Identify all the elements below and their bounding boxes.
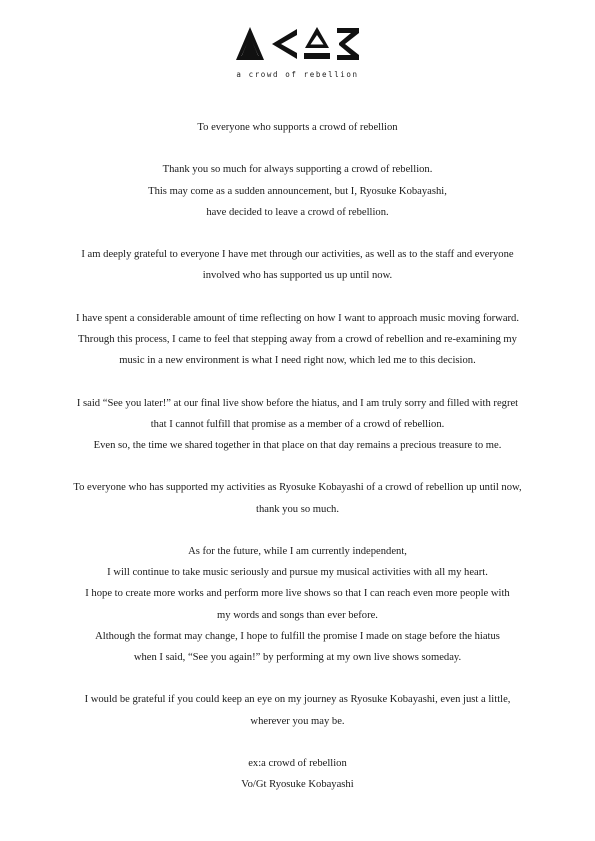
paragraph-line: involved who has supported us up until now. (202, 270, 393, 282)
paragraph-line: To everyone who has supported my activities as Ryosuke Kobayashi of a crowd of rebellion up until now, (73, 482, 522, 494)
paragraph-line: I have spent a considerable amount of time reflecting on how I want to approach music moving forward. (75, 312, 520, 324)
paragraph-line: As for the future, while I am currently independent, (188, 545, 407, 557)
paragraph-line: wherever you may be. (250, 715, 345, 727)
paragraph-line: my words and songs than ever before. (217, 609, 378, 621)
logo-glyph-bar (304, 53, 330, 59)
letter-title-line: To everyone who supports a crowd of rebellion (197, 122, 398, 133)
paragraph-line: thank you so much. (256, 503, 339, 515)
paragraph-7 (0, 689, 595, 731)
paragraph-line: I would be grateful if you could keep an eye on my journey as Ryosuke Kobayashi, even just a little, (84, 694, 511, 706)
paragraph-1 (0, 159, 595, 223)
paragraph-line: Although the format may change, I hope to fulfill the promise I made on stage before the hiatus (95, 630, 500, 642)
paragraph-line: I will continue to take music seriously and pursue my musical activities with all my heart. (107, 567, 488, 579)
paragraph-line: This may come as a sudden announcement, but I, Ryosuke Kobayashi, (148, 185, 447, 197)
logo-glyph-chevron (272, 29, 297, 59)
paragraph-2 (0, 244, 595, 286)
logo-tagline: a crowd of rebellion (236, 70, 359, 79)
announcement-letter (0, 117, 595, 795)
paragraph-line: that I cannot fulfill that promise as a member of a crowd of rebellion. (150, 418, 445, 430)
signature-name: Vo/Gt Ryosuke Kobayashi (241, 779, 354, 791)
paragraph-line: have decided to leave a crowd of rebellion. (206, 206, 389, 218)
paragraph-4 (0, 393, 595, 457)
logo-glyph-zed (337, 28, 359, 60)
paragraph-line: I said “See you later!” at our final live show before the hiatus, and I am truly sorry and filled with regret (76, 397, 519, 409)
logo-glyph-triangle-bar (305, 27, 329, 48)
paragraph-5 (0, 477, 595, 519)
paragraph-line: music in a new environment is what I need right now, which led me to this decision. (119, 355, 476, 367)
paragraph-line: when I said, “See you again!” by performing at my own live shows someday. (133, 651, 462, 663)
paragraph-line: I hope to create more works and perform more live shows so that I can reach even more people with (85, 588, 510, 600)
signature-group: ex:a crowd of rebellion (248, 757, 347, 769)
signature-block (0, 753, 595, 795)
band-logo-mark (236, 26, 360, 62)
paragraph-6 (0, 541, 595, 668)
paragraph-3 (0, 308, 595, 372)
band-logo (0, 26, 595, 79)
paragraph-line: Even so, the time we shared together in that place on that day remains a precious treasure to me. (93, 439, 502, 451)
paragraph-line: I am deeply grateful to everyone I have met through our activities, as well as to the staff and everyone (81, 249, 514, 261)
paragraph-line: Through this process, I came to feel that stepping away from a crowd of rebellion and re-examining my (78, 333, 517, 345)
letter-title (0, 117, 595, 138)
paragraph-line: Thank you so much for always supporting a crowd of rebellion. (162, 164, 433, 176)
